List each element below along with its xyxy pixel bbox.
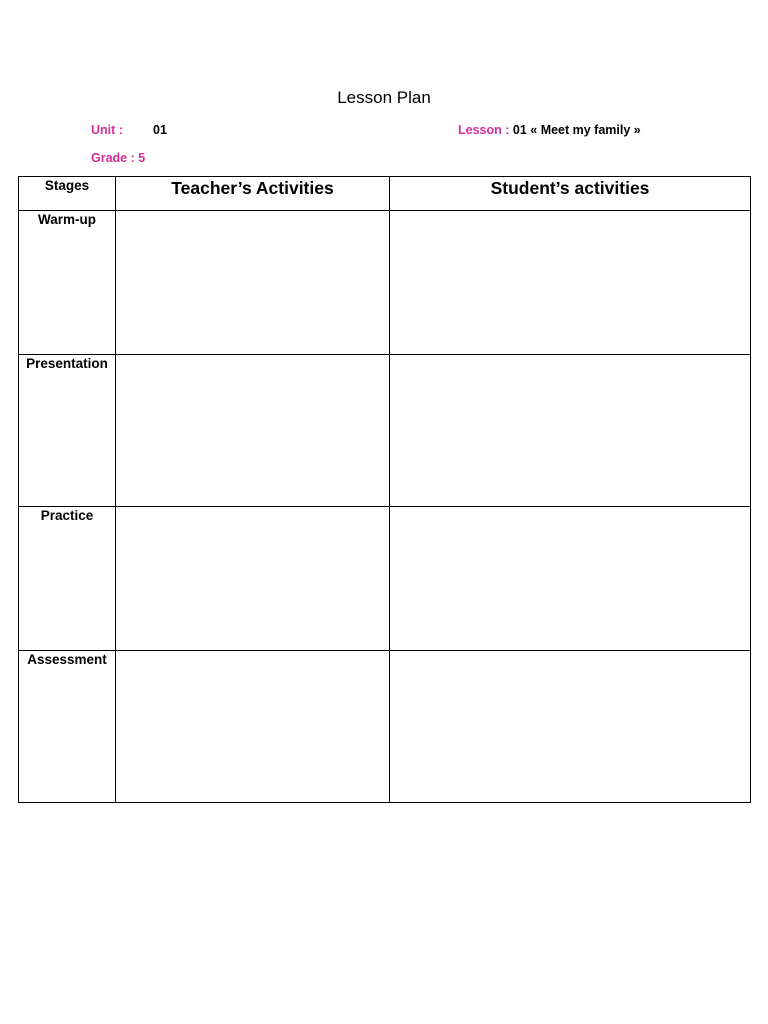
lesson-label: Lesson : <box>458 123 510 137</box>
page-title: Lesson Plan <box>337 88 431 107</box>
student-activities-cell[interactable] <box>390 651 751 803</box>
teacher-activities-cell[interactable] <box>116 355 390 507</box>
lesson-value: 01 « Meet my family » <box>512 123 641 137</box>
stage-assessment: Assessment <box>19 651 116 803</box>
teacher-activities-cell[interactable] <box>116 507 390 651</box>
student-activities-cell[interactable] <box>390 355 751 507</box>
lesson-info <box>458 122 641 138</box>
stage-presentation: Presentation <box>19 355 116 507</box>
unit-value: 01 <box>153 123 167 137</box>
teacher-activities-cell[interactable] <box>116 651 390 803</box>
table-row <box>19 211 751 355</box>
header-student-activities: Student’s activities <box>390 177 751 211</box>
table-row <box>19 651 751 803</box>
grade-label: Grade : 5 <box>91 151 146 165</box>
unit-label: Unit : <box>91 123 123 137</box>
header-teacher-activities: Teacher’s Activities <box>116 177 390 211</box>
lesson-plan-table <box>18 176 751 803</box>
stage-warm-up: Warm-up <box>19 211 116 355</box>
teacher-activities-cell[interactable] <box>116 211 390 355</box>
table-header-row <box>19 177 751 211</box>
table-row <box>19 355 751 507</box>
table-row <box>19 507 751 651</box>
header-stages: Stages <box>19 177 116 211</box>
stage-practice: Practice <box>19 507 116 651</box>
student-activities-cell[interactable] <box>390 507 751 651</box>
student-activities-cell[interactable] <box>390 211 751 355</box>
